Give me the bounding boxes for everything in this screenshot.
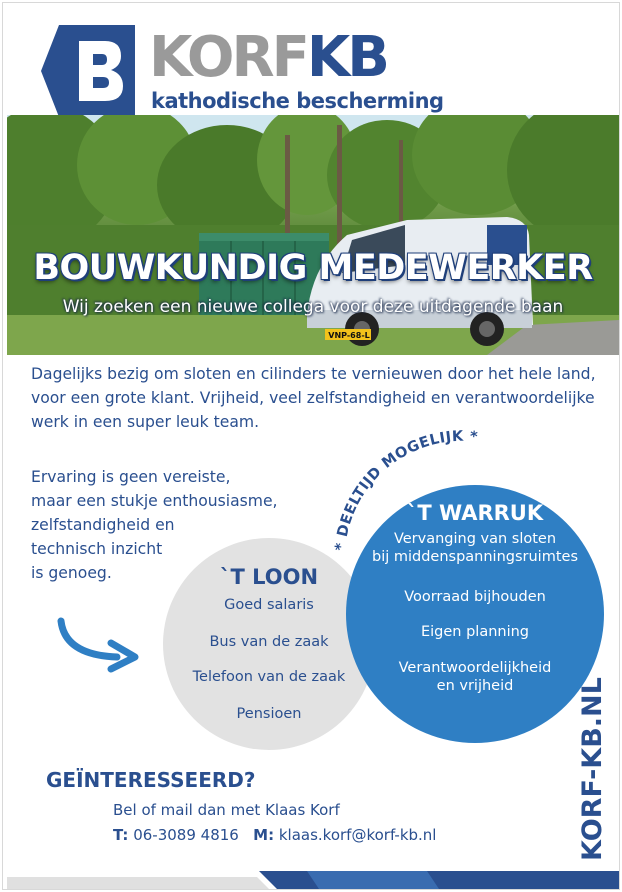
experience-line: technisch inzicht <box>31 540 163 558</box>
job-subline: Wij zoeken een nieuwe collega voor deze uitdagende baan <box>62 297 564 317</box>
vacancy-flyer <box>2 2 620 890</box>
brand-tagline: kathodische bescherming <box>151 89 444 113</box>
part-time-badge-text: * DEELTIJD MOGELIJK * <box>332 428 479 552</box>
brand-name <box>149 25 387 90</box>
work-item: en vrijheid <box>436 678 514 694</box>
work-item: Vervanging van sloten <box>393 531 557 547</box>
job-title-headline: BOUWKUNDIG MEDEWERKER <box>33 248 593 288</box>
work-item: Voorraad bijhouden <box>404 589 546 605</box>
work-item: Eigen planning <box>420 624 530 640</box>
forest-van-illustration <box>7 115 619 355</box>
footer-stripe <box>7 871 619 889</box>
contact-invite: Bel of mail dan met Klaas Korf <box>113 801 340 819</box>
license-plate: VNP-68-L <box>328 331 370 340</box>
work-item: Verantwoordelijkheid <box>398 660 552 676</box>
mail-label: M: <box>253 826 275 844</box>
hero-photo <box>7 115 619 355</box>
salary-circle <box>163 538 375 750</box>
svg-text:* DEELTIJD MOGELIJK * <box>333 429 479 552</box>
korfkb-logo-icon <box>39 23 135 119</box>
phone-number[interactable]: 06-3089 4816 <box>133 826 239 844</box>
salary-title: `T LOON <box>219 565 319 589</box>
brand-name-kb: KB <box>306 25 387 90</box>
part-time-badge <box>323 428 533 563</box>
curved-arrow-icon <box>55 615 145 673</box>
salary-item: Goed salaris <box>224 597 314 613</box>
mail-address[interactable]: klaas.korf@korf-kb.nl <box>278 826 437 844</box>
contact-details <box>113 826 436 844</box>
brand-name-korf: KORF <box>149 25 307 90</box>
website-text[interactable]: KORF-KB.NL <box>577 677 608 861</box>
website-vertical[interactable] <box>563 663 620 863</box>
job-intro-text: Dagelijks bezig om sloten en cilinders te vernieuwen door het hele land, voor een grote klant. Vrijheid, veel zelfstandigheid en verantwoordelijke werk in een super leuk team. <box>31 365 596 431</box>
phone-label: T: <box>113 826 129 844</box>
salary-item: Pensioen <box>236 706 302 722</box>
experience-line: zelfstandigheid en <box>31 516 175 534</box>
work-title: `T WARRUK <box>406 501 544 525</box>
experience-line: is genoeg. <box>31 564 112 582</box>
salary-item: Bus van de zaak <box>209 634 329 650</box>
salary-item: Telefoon van de zaak <box>192 669 346 685</box>
interested-title: GEÏNTERESSEERD? <box>46 768 256 792</box>
experience-line: Ervaring is geen vereiste, <box>31 468 231 486</box>
work-item: bij middenspanningsruimtes <box>371 549 578 565</box>
experience-line: maar een stukje enthousiasme, <box>31 492 278 510</box>
